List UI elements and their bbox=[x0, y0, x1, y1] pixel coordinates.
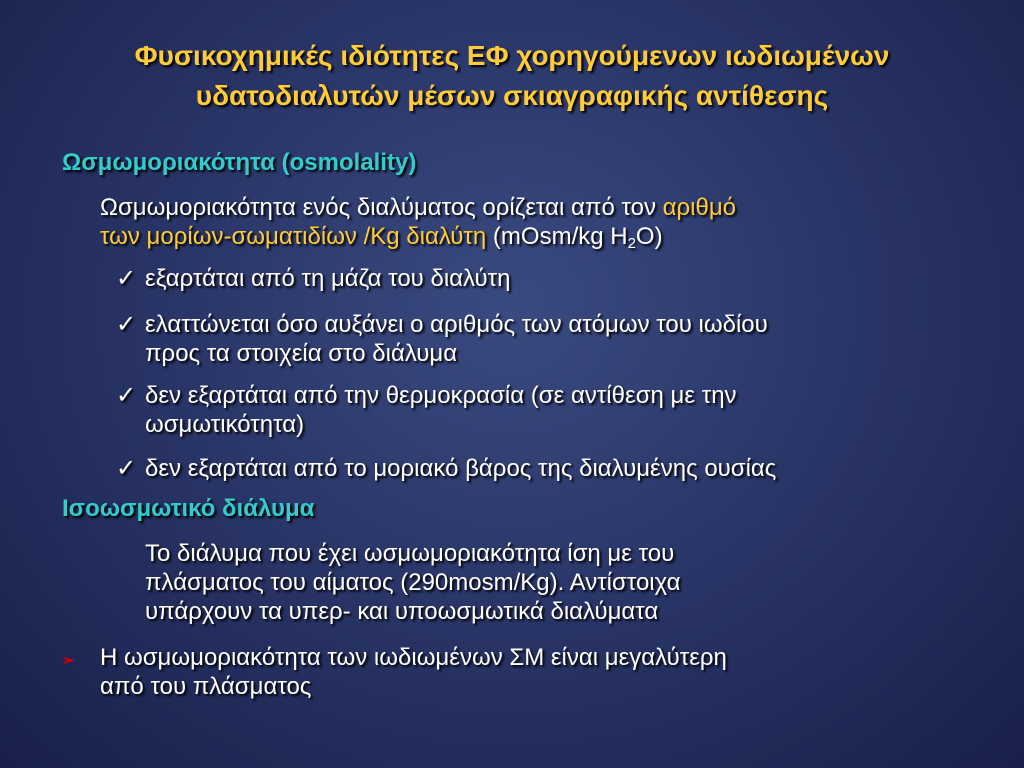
checkmark-icon: ✓ bbox=[116, 455, 137, 482]
check-item-3-line-1: δεν εξαρτάται από την θερμοκρασία (σε αντίθεση με την bbox=[145, 382, 737, 409]
check-item-1: εξαρτάται από τη μάζα του διαλύτη bbox=[145, 265, 511, 292]
slide-title bbox=[20, 36, 1004, 116]
checkmark-icon: ✓ bbox=[116, 265, 137, 292]
isotonic-line-2: πλάσματος του αίματος (290mosm/Kg). Αντίστοιχα bbox=[145, 569, 681, 596]
definition-highlight-2: των μορίων-σωματιδίων /Kg διαλύτη bbox=[100, 223, 487, 250]
definition-line-2 bbox=[100, 222, 663, 258]
unit-text-end: O) bbox=[635, 223, 663, 250]
isotonic-line-3: υπάρχουν τα υπερ- και υποωσμωτικά διαλύματα bbox=[145, 598, 659, 625]
arrow-bullet-icon: ➢ bbox=[62, 652, 75, 669]
definition-text: Ωσμωμοριακότητα ενός διαλύματος ορίζεται από τον bbox=[100, 194, 663, 221]
check-item-4: δεν εξαρτάται από το μοριακό βάρος της διαλυμένης ουσίας bbox=[145, 455, 777, 482]
isotonic-line-1: Το διάλυμα που έχει ωσμωμοριακότητα ίση με του bbox=[145, 540, 675, 567]
check-item-3-line-2: ωσμωτικότητα) bbox=[145, 411, 305, 438]
section-heading-isotonic: Ισοωσμωτικό διάλυμα bbox=[62, 495, 315, 522]
unit-text: (mOsm/kg H bbox=[486, 223, 628, 250]
check-item-2-line-1: ελαττώνεται όσο αυξάνει ο αριθμός των ατόμων του ιωδίου bbox=[145, 311, 768, 338]
checkmark-icon: ✓ bbox=[116, 311, 137, 338]
check-item-2-line-2: προς τα στοιχεία στο διάλυμα bbox=[145, 340, 458, 367]
definition-line-1 bbox=[100, 193, 736, 222]
title-line-2: υδατοδιαλυτών μέσων σκιαγραφικής αντίθεσης bbox=[195, 80, 829, 111]
bullet-line-1: Η ωσμωμοριακότητα των ιωδιωμένων ΣΜ είναι μεγαλύτερη bbox=[100, 644, 727, 671]
section-heading-osmolality: Ωσμωμοριακότητα (osmolality) bbox=[62, 149, 417, 176]
title-line-1: Φυσικοχημικές ιδιότητες ΕΦ χορηγούμενων ιωδιωμένων bbox=[134, 40, 890, 71]
unit-subscript: 2 bbox=[627, 235, 636, 252]
bullet-line-2: από του πλάσματος bbox=[100, 673, 312, 700]
definition-highlight: αριθμό bbox=[662, 194, 737, 221]
checkmark-icon: ✓ bbox=[116, 382, 137, 409]
